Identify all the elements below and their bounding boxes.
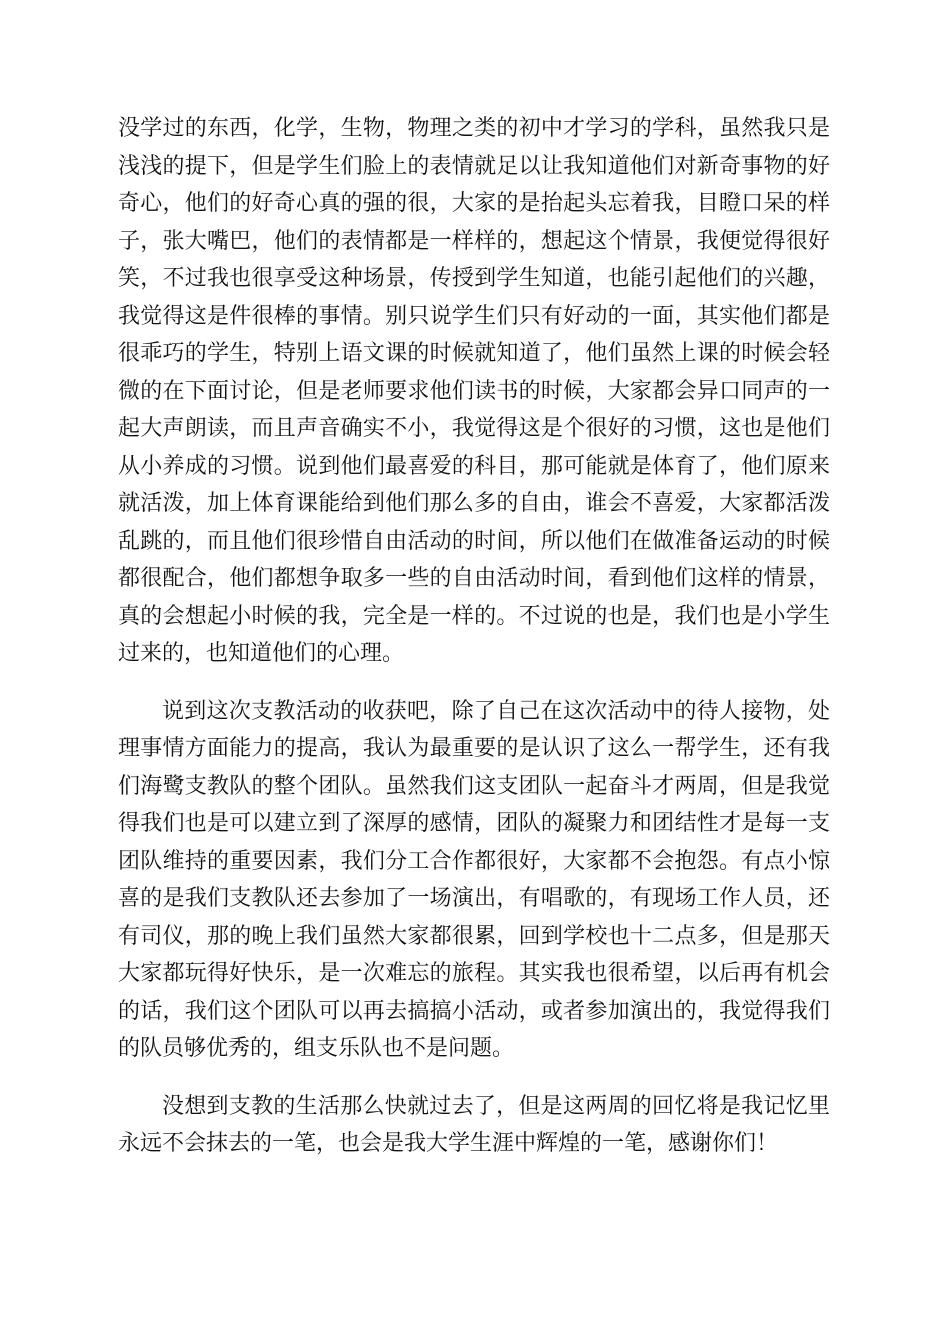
paragraph-continuation: 没学过的东西，化学，生物，物理之类的初中才学习的学科，虽然我只是浅浅的提下，但是学生们脸上的表情就足以让我知道他们对新奇事物的好奇心，他们的好奇心真的强的很，大家的是抬起头忘着我，目瞪口呆的样子，张大嘴巴，他们的表情都是一样样的，想起这个情景，我便觉得很好笑，不过我也很享受这种场景，传授到学生知道，也能引起他们的兴趣，我觉得这是件很棒的事情。别只说学生们只有好动的一面，其实他们都是很乖巧的学生，特别上语文课的时候就知道了，他们虽然上课的时候会轻微的在下面讨论，但是老师要求他们读书的时候，大家都会异口同声的一起大声朗读，而且声音确实不小，我觉得这是个很好的习惯，这也是他们从小养成的习惯。说到他们最喜爱的科目，那可能就是体育了，他们原来就活泼，加上体育课能给到他们那么多的自由，谁会不喜爱，大家都活泼乱跳的，而且他们很珍惜自由活动的时间，所以他们在做准备运动的时候都很配合，他们都想争取多一些的自由活动时间，看到他们这样的情景，真的会想起小时候的我，完全是一样的。不过说的也是，我们也是小学生过来的，也知道他们的心理。 — [118, 116, 830, 666]
document-page — [118, 110, 830, 1163]
paragraph-conclusion: 没想到支教的生活那么快就过去了，但是这两周的回忆将是我记忆里永远不会抹去的一笔，也会是我大学生涯中辉煌的一笔，感谢你们！ — [118, 1093, 830, 1156]
paragraph-harvest: 说到这次支教活动的收获吧，除了自己在这次活动中的待人接物，处理事情方面能力的提高，我认为最重要的是认识了这么一帮学生，还有我们海鹭支教队的整个团队。虽然我们这支团队一起奋斗才两周，但是我觉得我们也是可以建立到了深厚的感情，团队的凝聚力和团结性才是每一支团队维持的重要因素，我们分工合作都很好，大家都不会抱怨。有点小惊喜的是我们支教队还去参加了一场演出，有唱歌的，有现场工作人员，还有司仪，那的晚上我们虽然大家都很累，回到学校也十二点多，但是那天大家都玩得好快乐，是一次难忘的旅程。其实我也很希望，以后再有机会的话，我们这个团队可以再去搞搞小活动，或者参加演出的，我觉得我们的队员够优秀的，组支乐队也不是问题。 — [118, 698, 830, 1061]
